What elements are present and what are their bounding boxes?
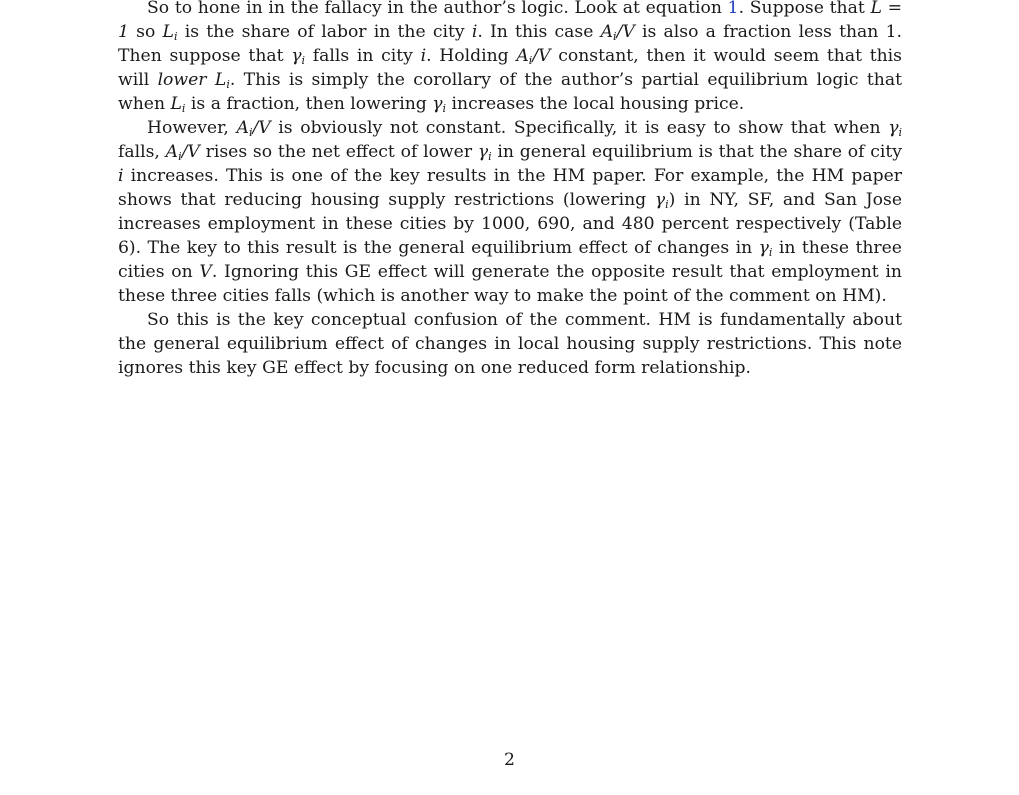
math-subscript: i	[665, 198, 669, 211]
math-symbol: $A_i$	[165, 142, 182, 163]
math-subscript: i	[898, 126, 902, 139]
math-symbol: $A_i$	[516, 46, 533, 67]
math-symbol: $\gamma_i$	[291, 46, 306, 67]
math-subscript: i	[248, 126, 253, 139]
math-symbol: L = 1	[118, 0, 902, 42]
math-symbol: lower	[157, 70, 207, 90]
text-run: is obviously not constant. Specifically, it is easy to show that when	[270, 118, 889, 138]
math-symbol: /V	[181, 142, 200, 162]
text-run: constant, then it would seem that this will	[118, 46, 902, 90]
math-subscript: i	[768, 246, 773, 259]
body-text	[118, 0, 902, 380]
text-run: . Ignoring this GE effect will generate the opposite result that employment in these three cities falls (which is another way to make the point of the comment on HM).	[118, 262, 902, 306]
page-number: 2	[504, 750, 515, 770]
math-symbol: V	[199, 262, 212, 282]
math-subscript: i	[613, 30, 617, 43]
math-symbol: $\gamma_i$	[432, 94, 447, 115]
math-subscript: i	[226, 78, 230, 91]
text-run: in general equilibrium is that the share of city	[491, 142, 903, 162]
math-symbol: i	[118, 166, 124, 186]
math-symbol: $L_i$	[214, 70, 230, 91]
paragraph-1	[118, 0, 902, 116]
text-run: falls in city	[305, 46, 421, 66]
text-run: is also a fraction less than 1. Then suppose that	[118, 22, 902, 66]
math-symbol: $\gamma_i$	[477, 142, 492, 163]
text-run: falls,	[118, 142, 166, 162]
text-run	[207, 70, 215, 90]
math-symbol: $\gamma_i$	[888, 118, 902, 139]
text-run: . This is simply the corollary of the author’s partial equilibrium logic that when	[118, 70, 902, 114]
text-run: is a fraction, then lowering	[185, 94, 433, 114]
text-run: so	[128, 22, 163, 42]
text-run: So to hone in in the fallacy in the author’s logic. Look at equation	[147, 0, 728, 18]
text-run: . Holding	[426, 46, 517, 66]
math-symbol: $L_i$	[170, 94, 186, 115]
math-symbol: /V	[532, 46, 551, 66]
math-symbol: $\gamma_i$	[654, 190, 669, 211]
text-run: is the share of labor in the city	[177, 22, 472, 42]
math-symbol: i	[471, 22, 478, 42]
math-symbol: $A_i$	[600, 22, 617, 43]
text-run: However,	[147, 118, 237, 138]
text-run: increases the local housing price.	[446, 94, 745, 114]
text-run: in these three cities on	[118, 238, 902, 282]
math-symbol: i	[420, 46, 427, 66]
math-subscript: i	[442, 102, 447, 115]
math-subscript: i	[173, 30, 178, 43]
text-run: increases. This is one of the key results in the HM paper. For example, the HM paper shows that reducing housing supply restrictions (lowering	[118, 166, 902, 210]
text-run: ) in NY, SF, and San Jose increases employment in these cities by 1000, 690, and 480 percent respectively (Table 6). The key to this result is the general equilibrium effect of changes in	[118, 190, 902, 258]
text-run: rises so the net effect of lower	[199, 142, 478, 162]
math-subscript: i	[488, 150, 492, 163]
text-run: . In this case	[477, 22, 601, 42]
paragraph-3	[118, 308, 902, 380]
text-run: . Suppose that	[738, 0, 871, 18]
math-symbol: $L_i$	[162, 22, 178, 43]
equation-reference-link[interactable]: 1	[727, 0, 739, 18]
math-subscript: i	[528, 54, 533, 67]
math-subscript: i	[301, 54, 306, 67]
paragraph-2	[118, 116, 902, 308]
math-symbol: $\gamma_i$	[758, 238, 773, 259]
math-symbol: $A_i$	[236, 118, 253, 139]
text-run: So this is the key conceptual confusion of the comment. HM is fundamentally about the general equilibrium effect of changes in local housing supply restrictions. This note ignores this key GE effect by focusing on one reduced form relationship.	[118, 310, 902, 378]
math-symbol: /V	[616, 22, 635, 42]
math-subscript: i	[178, 150, 182, 163]
math-symbol: /V	[252, 118, 271, 138]
math-subscript: i	[181, 102, 186, 115]
